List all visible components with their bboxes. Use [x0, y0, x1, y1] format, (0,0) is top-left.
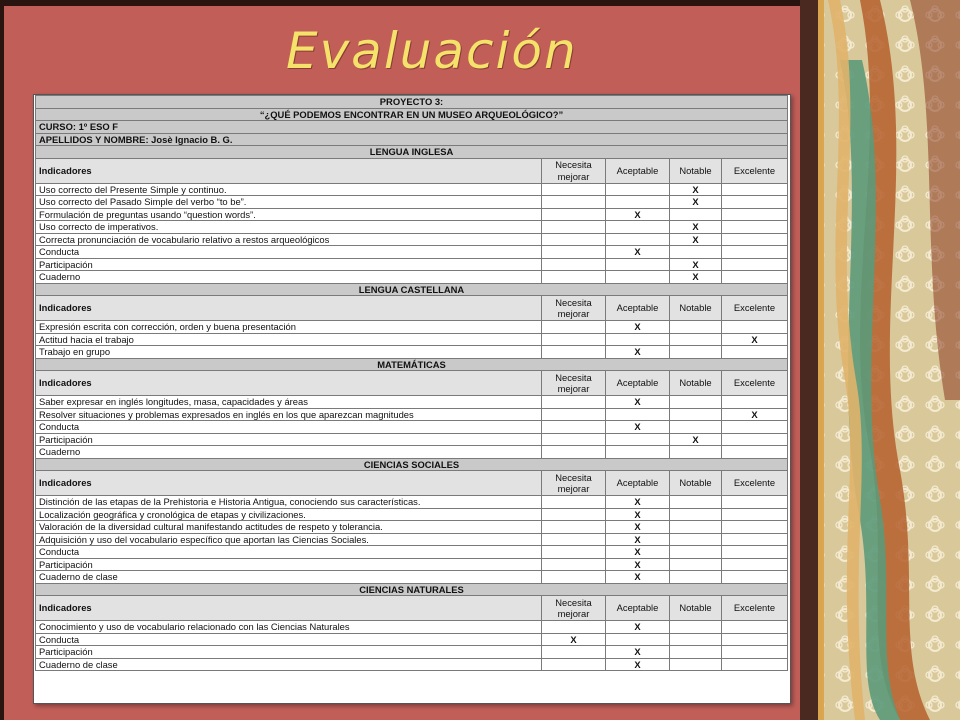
rating-cell-excellent: [722, 321, 788, 334]
rating-cell-excellent: [722, 233, 788, 246]
rating-cell-excellent: [722, 508, 788, 521]
rating-cell-needs-improvement: [542, 421, 606, 434]
evaluation-document: [33, 94, 791, 704]
indicator-row: [36, 433, 788, 446]
indicator-row: [36, 658, 788, 671]
rating-cell-excellent: [722, 246, 788, 259]
indicator-text: Actitud hacia el trabajo: [36, 333, 542, 346]
rating-cell-notable: [670, 533, 722, 546]
rating-cell-excellent: X: [722, 333, 788, 346]
indicator-text: Uso correcto de imperativos.: [36, 221, 542, 234]
indicator-row: [36, 333, 788, 346]
rating-cell-needs-improvement: [542, 571, 606, 584]
indicator-row: [36, 233, 788, 246]
column-header-needs-improvement: Necesita mejorar: [542, 471, 606, 496]
indicator-text: Cuaderno: [36, 446, 542, 459]
column-header-excellent: Excelente: [722, 596, 788, 621]
section-header: CIENCIAS SOCIALES: [36, 458, 788, 471]
rating-cell-notable: [670, 521, 722, 534]
rating-cell-notable: [670, 646, 722, 659]
indicator-text: Conocimiento y uso de vocabulario relacionado con las Ciencias Naturales: [36, 621, 542, 634]
rating-cell-needs-improvement: [542, 396, 606, 409]
rating-cell-notable: [670, 571, 722, 584]
rating-cell-needs-improvement: [542, 196, 606, 209]
rating-cell-notable: [670, 558, 722, 571]
decorative-floral-border: [800, 0, 960, 720]
rating-cell-needs-improvement: [542, 208, 606, 221]
rating-cell-acceptable: [606, 633, 670, 646]
rating-cell-notable: [670, 408, 722, 421]
rating-cell-needs-improvement: [542, 233, 606, 246]
rating-cell-acceptable: X: [606, 496, 670, 509]
rating-cell-excellent: [722, 658, 788, 671]
student-name: APELLIDOS Y NOMBRE: Josè Ignacio B. G.: [36, 133, 788, 146]
column-header-excellent: Excelente: [722, 296, 788, 321]
rating-cell-acceptable: X: [606, 396, 670, 409]
rating-cell-notable: [670, 208, 722, 221]
rating-cell-notable: X: [670, 183, 722, 196]
rating-cell-notable: X: [670, 221, 722, 234]
indicator-row: [36, 196, 788, 209]
rating-cell-excellent: [722, 633, 788, 646]
rating-cell-acceptable: X: [606, 508, 670, 521]
indicator-text: Valoración de la diversidad cultural manifestando actitudes de respeto y tolerancia.: [36, 521, 542, 534]
rating-cell-needs-improvement: [542, 258, 606, 271]
indicator-text: Correcta pronunciación de vocabulario relativo a restos arqueológicos: [36, 233, 542, 246]
column-header-notable: Notable: [670, 158, 722, 183]
rating-cell-notable: [670, 633, 722, 646]
rating-cell-needs-improvement: [542, 446, 606, 459]
rating-cell-needs-improvement: [542, 433, 606, 446]
indicator-text: Adquisición y uso del vocabulario específico que aportan las Ciencias Sociales.: [36, 533, 542, 546]
column-header-acceptable: Aceptable: [606, 471, 670, 496]
section-header: MATEMÁTICAS: [36, 358, 788, 371]
section-header: LENGUA INGLESA: [36, 146, 788, 159]
rating-cell-excellent: [722, 208, 788, 221]
rating-cell-acceptable: [606, 196, 670, 209]
indicator-text: Expresión escrita con corrección, orden y buena presentación: [36, 321, 542, 334]
rating-cell-needs-improvement: [542, 271, 606, 284]
indicator-text: Cuaderno de clase: [36, 658, 542, 671]
rating-cell-notable: [670, 508, 722, 521]
rating-cell-excellent: [722, 521, 788, 534]
rating-cell-needs-improvement: [542, 496, 606, 509]
indicator-row: [36, 183, 788, 196]
column-header-needs-improvement: Necesita mejorar: [542, 296, 606, 321]
rating-cell-needs-improvement: X: [542, 633, 606, 646]
rating-cell-excellent: [722, 221, 788, 234]
indicator-text: Conducta: [36, 246, 542, 259]
rating-cell-notable: X: [670, 233, 722, 246]
project-number: PROYECTO 3:: [36, 96, 788, 109]
rating-cell-needs-improvement: [542, 221, 606, 234]
rating-cell-acceptable: [606, 183, 670, 196]
rating-cell-acceptable: [606, 333, 670, 346]
rating-cell-needs-improvement: [542, 183, 606, 196]
rating-cell-notable: [670, 621, 722, 634]
rating-cell-excellent: [722, 421, 788, 434]
project-title: “¿QUÉ PODEMOS ENCONTRAR EN UN MUSEO ARQUEOLÓGICO?”: [36, 108, 788, 121]
indicator-text: Conducta: [36, 421, 542, 434]
rating-cell-notable: [670, 546, 722, 559]
column-header-notable: Notable: [670, 371, 722, 396]
indicators-header: Indicadores: [36, 596, 542, 621]
indicator-row: [36, 208, 788, 221]
rating-cell-excellent: [722, 621, 788, 634]
rating-cell-notable: X: [670, 271, 722, 284]
rating-cell-acceptable: X: [606, 321, 670, 334]
rating-cell-notable: X: [670, 433, 722, 446]
column-header-notable: Notable: [670, 471, 722, 496]
rating-cell-acceptable: X: [606, 521, 670, 534]
rating-cell-excellent: [722, 533, 788, 546]
rating-cell-acceptable: X: [606, 621, 670, 634]
column-header-acceptable: Aceptable: [606, 371, 670, 396]
rating-cell-excellent: [722, 558, 788, 571]
rating-cell-acceptable: [606, 271, 670, 284]
rating-cell-needs-improvement: [542, 508, 606, 521]
indicator-row: [36, 408, 788, 421]
rating-cell-acceptable: X: [606, 558, 670, 571]
indicator-row: [36, 546, 788, 559]
rating-cell-acceptable: X: [606, 658, 670, 671]
indicator-text: Resolver situaciones y problemas expresados en inglés en los que aparezcan magnitudes: [36, 408, 542, 421]
indicator-text: Cuaderno de clase: [36, 571, 542, 584]
rating-cell-acceptable: X: [606, 546, 670, 559]
rating-cell-excellent: [722, 271, 788, 284]
evaluation-table: [35, 95, 788, 671]
rating-cell-needs-improvement: [542, 533, 606, 546]
slide-left-border: [0, 0, 4, 720]
indicator-row: [36, 621, 788, 634]
rating-cell-notable: X: [670, 196, 722, 209]
rating-cell-acceptable: X: [606, 421, 670, 434]
rating-cell-needs-improvement: [542, 646, 606, 659]
indicator-text: Distinción de las etapas de la Prehistoria e Historia Antigua, conociendo sus características.: [36, 496, 542, 509]
rating-cell-excellent: [722, 546, 788, 559]
rating-cell-notable: [670, 658, 722, 671]
indicator-row: [36, 221, 788, 234]
rating-cell-excellent: [722, 433, 788, 446]
rating-cell-notable: [670, 246, 722, 259]
rating-cell-excellent: [722, 258, 788, 271]
rating-cell-acceptable: X: [606, 208, 670, 221]
indicator-text: Participación: [36, 258, 542, 271]
indicator-text: Participación: [36, 558, 542, 571]
indicator-row: [36, 421, 788, 434]
rating-cell-notable: [670, 496, 722, 509]
rating-cell-needs-improvement: [542, 558, 606, 571]
rating-cell-excellent: X: [722, 408, 788, 421]
slide-title: Evaluación: [286, 22, 578, 80]
indicator-row: [36, 321, 788, 334]
indicators-header: Indicadores: [36, 158, 542, 183]
indicator-text: Cuaderno: [36, 271, 542, 284]
rating-cell-acceptable: [606, 446, 670, 459]
course-label: CURSO: 1º ESO F: [36, 121, 788, 134]
rating-cell-needs-improvement: [542, 408, 606, 421]
rating-cell-needs-improvement: [542, 346, 606, 359]
column-header-needs-improvement: Necesita mejorar: [542, 596, 606, 621]
rating-cell-excellent: [722, 346, 788, 359]
column-header-needs-improvement: Necesita mejorar: [542, 158, 606, 183]
indicator-text: Uso correcto del Presente Simple y continuo.: [36, 183, 542, 196]
rating-cell-needs-improvement: [542, 521, 606, 534]
column-header-notable: Notable: [670, 296, 722, 321]
rating-cell-needs-improvement: [542, 333, 606, 346]
rating-cell-needs-improvement: [542, 621, 606, 634]
column-header-excellent: Excelente: [722, 471, 788, 496]
rating-cell-notable: [670, 446, 722, 459]
column-header-acceptable: Aceptable: [606, 596, 670, 621]
rating-cell-notable: [670, 421, 722, 434]
rating-cell-acceptable: X: [606, 646, 670, 659]
indicator-text: Saber expresar en inglés longitudes, masa, capacidades y áreas: [36, 396, 542, 409]
rating-cell-notable: [670, 321, 722, 334]
indicator-row: [36, 571, 788, 584]
rating-cell-acceptable: [606, 433, 670, 446]
indicator-text: Participación: [36, 646, 542, 659]
indicator-text: Participación: [36, 433, 542, 446]
rating-cell-notable: [670, 396, 722, 409]
indicator-row: [36, 646, 788, 659]
indicator-row: [36, 271, 788, 284]
rating-cell-acceptable: X: [606, 246, 670, 259]
rating-cell-acceptable: X: [606, 346, 670, 359]
indicator-row: [36, 496, 788, 509]
indicator-row: [36, 346, 788, 359]
rating-cell-acceptable: X: [606, 571, 670, 584]
rating-cell-needs-improvement: [542, 246, 606, 259]
indicator-text: Trabajo en grupo: [36, 346, 542, 359]
rating-cell-excellent: [722, 446, 788, 459]
indicators-header: Indicadores: [36, 296, 542, 321]
rating-cell-acceptable: X: [606, 533, 670, 546]
indicator-text: Conducta: [36, 546, 542, 559]
rating-cell-excellent: [722, 183, 788, 196]
indicator-row: [36, 246, 788, 259]
column-header-acceptable: Aceptable: [606, 158, 670, 183]
rating-cell-acceptable: [606, 221, 670, 234]
rating-cell-acceptable: [606, 408, 670, 421]
rating-cell-excellent: [722, 196, 788, 209]
rating-cell-excellent: [722, 646, 788, 659]
rating-cell-acceptable: [606, 258, 670, 271]
column-header-excellent: Excelente: [722, 158, 788, 183]
column-header-needs-improvement: Necesita mejorar: [542, 371, 606, 396]
indicators-header: Indicadores: [36, 471, 542, 496]
indicator-text: Conducta: [36, 633, 542, 646]
section-header: CIENCIAS NATURALES: [36, 583, 788, 596]
column-header-excellent: Excelente: [722, 371, 788, 396]
indicator-row: [36, 446, 788, 459]
rating-cell-needs-improvement: [542, 658, 606, 671]
rating-cell-excellent: [722, 571, 788, 584]
rating-cell-acceptable: [606, 233, 670, 246]
rating-cell-notable: X: [670, 258, 722, 271]
indicator-text: Localización geográfica y cronológica de etapas y civilizaciones.: [36, 508, 542, 521]
rating-cell-excellent: [722, 396, 788, 409]
indicator-row: [36, 396, 788, 409]
rating-cell-needs-improvement: [542, 546, 606, 559]
indicator-row: [36, 508, 788, 521]
column-header-notable: Notable: [670, 596, 722, 621]
indicator-row: [36, 558, 788, 571]
rating-cell-excellent: [722, 496, 788, 509]
indicator-row: [36, 533, 788, 546]
indicator-row: [36, 633, 788, 646]
rating-cell-needs-improvement: [542, 321, 606, 334]
column-header-acceptable: Aceptable: [606, 296, 670, 321]
indicator-text: Uso correcto del Pasado Simple del verbo “to be”.: [36, 196, 542, 209]
section-header: LENGUA CASTELLANA: [36, 283, 788, 296]
indicator-row: [36, 258, 788, 271]
rating-cell-notable: [670, 333, 722, 346]
indicator-row: [36, 521, 788, 534]
rating-cell-notable: [670, 346, 722, 359]
indicator-text: Formulación de preguntas usando “question words”.: [36, 208, 542, 221]
indicators-header: Indicadores: [36, 371, 542, 396]
